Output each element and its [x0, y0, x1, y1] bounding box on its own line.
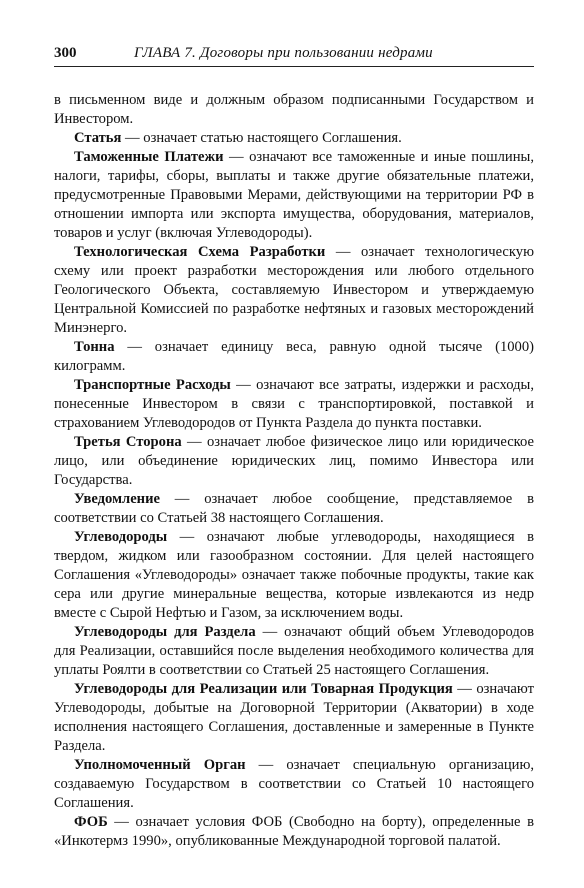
running-head: ГЛАВА 7. Договоры при пользовании недрами — [134, 45, 433, 61]
definition-text: — означают все затраты, издержки и расходы, понесенные Инвестором в связи с транспортировкой, поставкой и страхованием Углеводородов от Пункта Раздела до пункта поставки. — [54, 377, 535, 431]
definition-uvedomlenie — [54, 490, 534, 528]
definition-uglevodorody-dlya-razdela — [54, 623, 534, 680]
defined-term: Углеводороды — [74, 529, 168, 545]
page-body — [54, 91, 534, 851]
definition-statya — [54, 129, 534, 148]
defined-term: Тонна — [74, 339, 115, 355]
definition-text: — означает условия ФОБ (Свободно на борту), определенные в «Инкотермз 1990», опубликованные Международной торговой палатой. — [54, 814, 534, 849]
definition-tamozhennye-platezhi — [54, 148, 534, 243]
definition-tekhnologicheskaya-skhema — [54, 243, 534, 338]
defined-term: Статья — [74, 130, 122, 146]
definition-text: — означают любые углеводороды, находящиеся в твердом, жидком или газообразном состоянии. Для целей настоящего Соглашения «Углеводороды» означает также побочные продукты, такие как сера или другие минеральные вещества, которые извлекаются из недр вместе с Сырой Нефтью и Газом, за исключением воды. — [54, 529, 534, 621]
defined-term: Углеводороды для Раздела — [74, 624, 256, 640]
book-page — [54, 44, 534, 851]
definition-text: — означают Углеводороды, добытые на Договорной Территории (Акватории) в ходе исполнения настоящего Соглашения, доставленные и замеренные в Пункте Раздела. — [54, 681, 534, 754]
definition-text: — означает технологическую схему или проект разработки месторождения или любого отдельного Геологического Объекта, составляемую Инвестором и утверждаемую Центральной Комиссией по разработке нефтяных и газовых месторождений Минэнерго. — [54, 244, 534, 336]
definition-uglevodorody-dlya-realizacii — [54, 680, 534, 756]
defined-term: Технологическая Схема Разработки — [74, 244, 326, 260]
defined-term: ФОБ — [74, 814, 108, 830]
defined-term: Углеводороды для Реализации или Товарная Продукция — [74, 681, 453, 697]
defined-term: Таможенные Платежи — [74, 149, 224, 165]
definition-upolnomochennyy-organ — [54, 756, 534, 813]
definition-text: — означает специальную организацию, создаваемую Государством в соответствии со Статьей 10 настоящего Соглашения. — [54, 757, 534, 811]
defined-term: Уполномоченный Орган — [74, 757, 246, 773]
page-header — [54, 44, 534, 67]
page-number: 300 — [54, 45, 77, 61]
defined-term: Уведомление — [74, 491, 160, 507]
definition-transportnye-raskhody — [54, 376, 534, 433]
defined-term: Третья Сторона — [74, 434, 182, 450]
definition-text: — означают все таможенные и иные пошлины, налоги, тарифы, сборы, выплаты и также другие обязательные платежи, предусмотренные Правовыми Мерами, действующими на территории РФ в отношении импорта или экспорта имущества, оборудования, материалов, товаров и услуг (включая Углеводороды). — [54, 149, 534, 241]
definition-tretya-storona — [54, 433, 534, 490]
definition-text: — означает любое физическое лицо или юридическое лицо, или объединение юридических лиц, помимо Инвестора или Государства. — [54, 434, 534, 488]
definition-tonna — [54, 338, 534, 376]
paragraph-text: в письменном виде и должным образом подписанными Государством и Инвестором. — [54, 92, 534, 127]
definition-text: — означают общий объем Углеводородов для Реализации, оставшийся после выделения необходимого количества для уплаты Роялти в соответствии со Статьей 25 настоящего Соглашения. — [54, 624, 534, 678]
definition-text: — означает единицу веса, равную одной тысяче (1000) килограмм. — [54, 339, 534, 374]
definition-uglevodorody — [54, 528, 534, 623]
paragraph-continuation — [54, 91, 534, 129]
defined-term: Транспортные Расходы — [74, 377, 231, 393]
definition-fob — [54, 813, 534, 851]
definition-text: — означает статью настоящего Соглашения. — [121, 130, 402, 146]
definition-text: — означает любое сообщение, представляемое в соответствии со Статьей 38 настоящего Соглашения. — [54, 491, 534, 526]
